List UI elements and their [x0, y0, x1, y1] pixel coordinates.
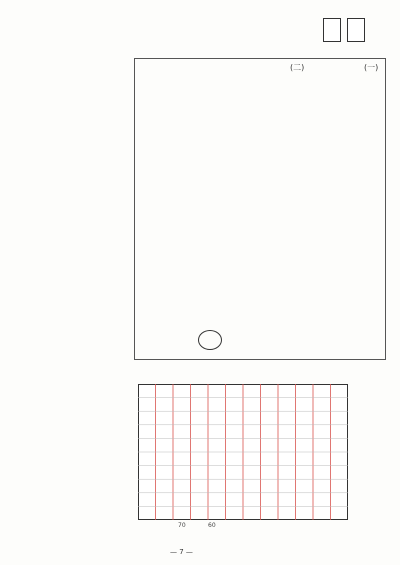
handwritten-circle-mark [198, 330, 222, 350]
scale-label-60: 60 [208, 522, 216, 529]
answer-box-2[interactable] [323, 18, 341, 42]
question-2-label: (二) [290, 63, 305, 72]
scale-label-70: 70 [178, 522, 186, 529]
page-number: — 7 — [170, 548, 193, 556]
answer-box-1[interactable] [347, 18, 365, 42]
question-1-label: (一) [364, 63, 379, 72]
far-right-bottom-note [360, 470, 390, 530]
answer-grid-lines [138, 384, 348, 520]
passage-text [140, 70, 380, 350]
left-side-handwritten-note [14, 395, 134, 535]
answer-grid[interactable] [138, 384, 348, 520]
